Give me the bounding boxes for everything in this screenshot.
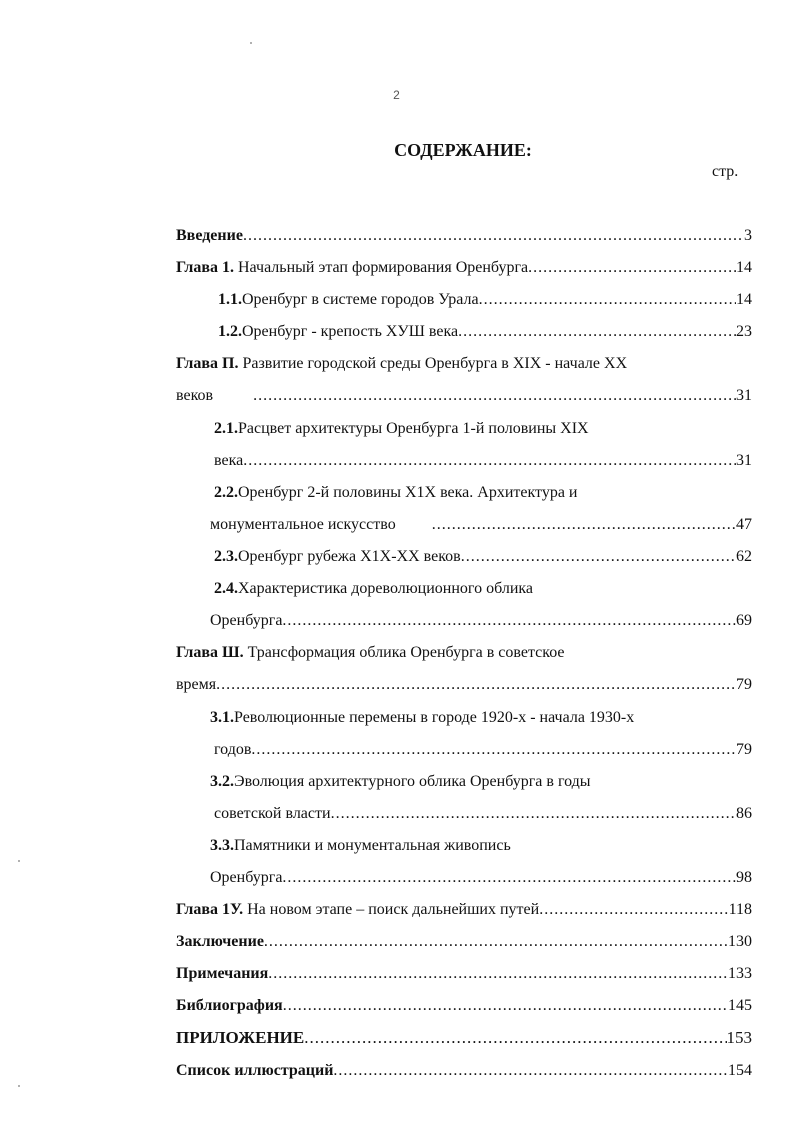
toc-entry-section-2-1-title: [214, 417, 589, 441]
toc-entry-section-2-4-title: [214, 577, 533, 601]
dot-leader: [283, 994, 728, 1018]
section-number: 2.4.: [214, 580, 238, 597]
chapter-title: Развитие городской среды Оренбурга в XIX - начале XX: [242, 355, 628, 372]
toc-entry-continuation: Оренбурга: [210, 869, 283, 886]
toc-entry-bibliography: [176, 994, 752, 1018]
page-column-label: стр.: [712, 163, 739, 180]
chapter-number: Глава Ш.: [176, 644, 244, 661]
toc-page-number: 118: [728, 901, 752, 918]
toc-entry-chapter-2: [176, 384, 752, 408]
toc-entry-continuation: время: [176, 676, 217, 693]
toc-entry-conclusion: [176, 930, 752, 954]
dot-leader: [539, 898, 728, 922]
section-title: Эволюция архитектурного облика Оренбурга в годы: [234, 773, 591, 790]
section-title: Характеристика дореволюционного облика: [238, 580, 534, 597]
section-title: Оренбург 2-й половины Х1Х века. Архитектура и: [238, 484, 578, 501]
scan-speck: [250, 42, 252, 44]
dot-leader: [243, 224, 744, 248]
toc-entry-appendix: [176, 1026, 752, 1050]
toc-page-number: 86: [736, 805, 752, 822]
toc-entry-illustrations: [176, 1059, 752, 1083]
toc-page-number: 145: [728, 997, 752, 1014]
toc-page-number: 98: [736, 869, 752, 886]
toc-entry-continuation: монументальное искусство: [210, 516, 396, 533]
dot-leader: [333, 1059, 728, 1083]
toc-entry-label: Список иллюстраций: [176, 1062, 334, 1079]
dot-leader: [282, 866, 736, 890]
section-number: 3.3.: [210, 837, 234, 854]
toc-entry-section-3-1: [214, 738, 752, 762]
page-title: СОДЕРЖАНИЕ:: [394, 140, 532, 160]
toc-page-number: 31: [736, 452, 752, 469]
toc-entry-label: [218, 320, 458, 344]
page-number: 2: [393, 88, 400, 102]
toc-page-number: 14: [736, 291, 752, 308]
toc-entry-chapter-4: [176, 898, 752, 922]
toc-page-number: 79: [736, 741, 752, 758]
chapter-number: Глава 1.: [176, 259, 234, 276]
toc-entry-label: [218, 288, 479, 312]
toc-entry-section-3-2-title: [210, 770, 591, 794]
section-number: 2.3.: [214, 548, 238, 565]
chapter-title: Трансформация облика Оренбурга в советское: [247, 644, 565, 661]
scan-speck: [18, 860, 20, 862]
toc-page-number: 133: [728, 965, 752, 982]
section-number: 2.2.: [214, 484, 238, 501]
toc-entry-label: [176, 898, 539, 922]
toc-page-number: 47: [736, 516, 752, 533]
section-title: Памятники и монументальная живопись: [234, 837, 511, 854]
scan-speck: [18, 1085, 20, 1087]
toc-entry-continuation: годов: [214, 741, 252, 758]
dot-leader: [264, 930, 728, 954]
toc-entry-label: [214, 545, 461, 569]
toc-entry-section-2-2: [210, 513, 752, 537]
dot-leader: [304, 1026, 726, 1050]
chapter-number: Глава П.: [176, 355, 239, 372]
section-number: 1.2.: [218, 323, 242, 340]
toc-page-number: 69: [736, 612, 752, 629]
toc-page-number: 130: [728, 933, 752, 950]
toc-entry-label: Примечания: [176, 965, 269, 982]
toc-entry-continuation: веков: [176, 387, 214, 404]
toc-page-number: 31: [736, 387, 752, 404]
section-title: Оренбург рубежа Х1Х-ХХ веков: [238, 548, 461, 565]
dot-leader: [251, 738, 736, 762]
section-title: Расцвет архитектуры Оренбурга 1-й половины XIX: [238, 420, 589, 437]
dot-leader: [432, 513, 736, 537]
toc-entry-continuation: века: [214, 452, 244, 469]
chapter-title: На новом этапе – поиск дальнейших путей: [247, 901, 540, 918]
dot-leader: [243, 449, 736, 473]
dot-leader: [268, 962, 728, 986]
toc-entry-section-3-3: [210, 866, 752, 890]
toc-page-number: 23: [736, 323, 752, 340]
toc-page-number: 154: [728, 1062, 752, 1079]
dot-leader: [216, 673, 736, 697]
dot-leader: [253, 384, 736, 408]
toc-entry-section-1-1: [218, 288, 752, 312]
toc-page-number: 3: [744, 227, 752, 244]
toc-entry-chapter-3: [176, 673, 752, 697]
toc-entry-chapter-1: [176, 256, 752, 280]
dot-leader: [528, 256, 736, 280]
toc-entry-section-2-3: [214, 545, 752, 569]
toc-entry-label: ПРИЛОЖЕНИЕ: [176, 1028, 305, 1047]
section-number: 3.1.: [210, 709, 234, 726]
toc-entry-chapter-2-title: [176, 352, 627, 376]
toc-entry-section-3-2: [214, 802, 752, 826]
toc-page-number: 62: [736, 548, 752, 565]
chapter-title: Начальный этап формирования Оренбурга: [238, 259, 529, 276]
toc-entry-section-1-2: [218, 320, 752, 344]
toc-entry-label: Заключение: [176, 933, 264, 950]
dot-leader: [479, 288, 736, 312]
dot-leader: [331, 802, 736, 826]
section-title: Оренбург в системе городов Урала: [242, 291, 479, 308]
toc-entry-notes: [176, 962, 752, 986]
toc-entry-section-2-4: [210, 609, 752, 633]
dot-leader: [282, 609, 736, 633]
dot-leader: [458, 320, 736, 344]
toc-page-number: 153: [726, 1028, 752, 1047]
section-number: 2.1.: [214, 420, 238, 437]
section-number: 1.1.: [218, 291, 242, 308]
toc-page-number: 79: [736, 676, 752, 693]
toc-entry-label: Введение: [176, 227, 243, 244]
toc-entry-chapter-3-title: [176, 641, 565, 665]
toc-entry-section-2-2-title: [214, 481, 578, 505]
toc-entry-continuation: советской власти: [214, 805, 331, 822]
dot-leader: [461, 545, 736, 569]
toc-entry-label: [176, 256, 528, 280]
toc-entry-section-3-3-title: [210, 834, 511, 858]
toc-entry-continuation: Оренбурга: [210, 612, 283, 629]
section-title: Революционные перемены в городе 1920-х - начала 1930-х: [234, 709, 635, 726]
toc-page-number: 14: [736, 259, 752, 276]
section-title: Оренбург - крепость ХУШ века: [242, 323, 459, 340]
toc-entry-intro: [176, 224, 752, 248]
section-number: 3.2.: [210, 773, 234, 790]
toc-entry-section-3-1-title: [210, 706, 634, 730]
toc-entry-section-2-1: [214, 449, 752, 473]
toc-entry-label: Библиография: [176, 997, 283, 1014]
chapter-number: Глава 1У.: [176, 901, 244, 918]
